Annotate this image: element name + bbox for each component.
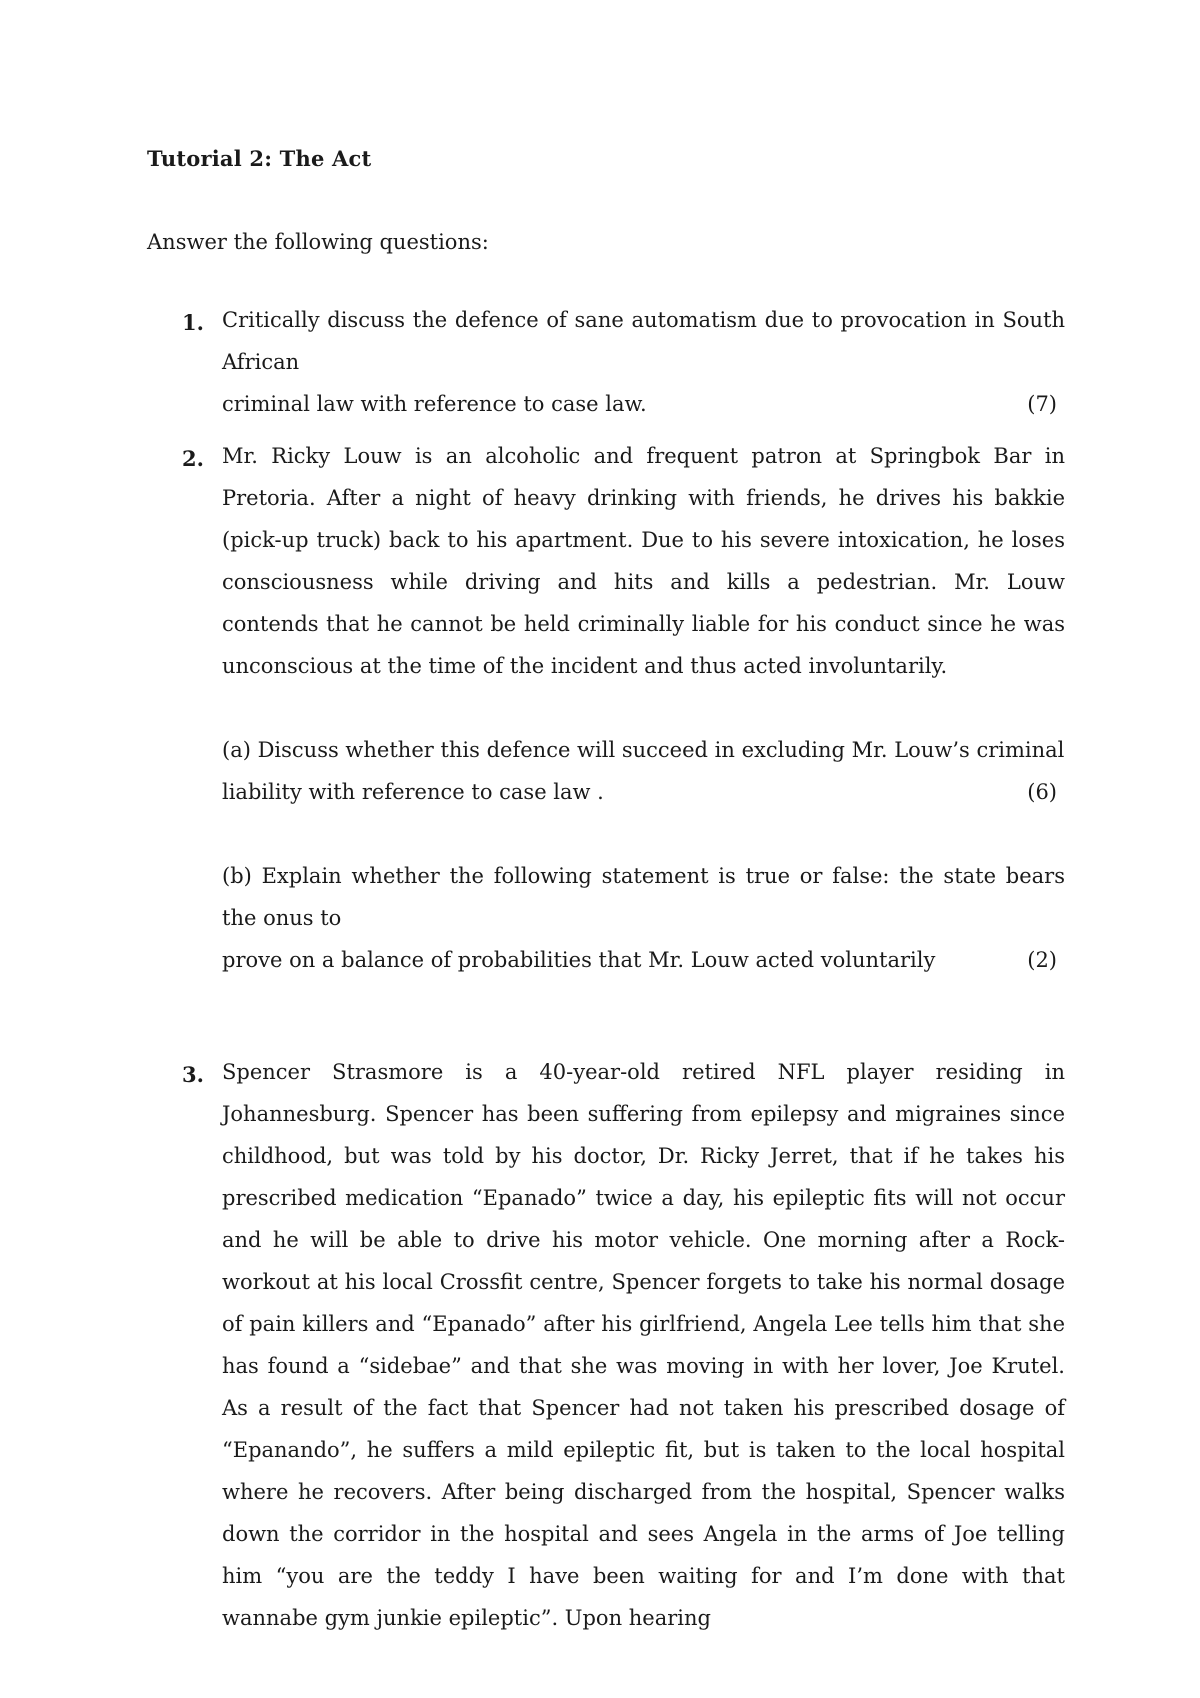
question-part-a-line: (a) Discuss whether this defence will succeed in excluding Mr. Louw’s criminal <box>222 738 1065 762</box>
question-body <box>222 435 1065 981</box>
question-body <box>222 299 1065 425</box>
question-number: 3. <box>182 1062 204 1087</box>
question-part-b-line: (b) Explain whether the following statement is true or false: the state bears the onus to <box>222 864 1065 930</box>
question-part-b-line: prove on a balance of probabilities that Mr. Louw acted voluntarily (2) <box>222 939 1057 981</box>
question-scenario: Spencer Strasmore is a 40-year-old retired NFL player residing in Johannesburg. Spencer has been suffering from epilepsy and migraines since childhood, but was told by his doctor, Dr. Ricky Jerret, that if he takes his prescribed medication “Epanado” twice a day, his epileptic fits will not occur and he will be able to drive his motor vehicle. One morning after a Rock-workout at his local Crossfit centre, Spencer forgets to take his normal dosage of pain killers and “Epanado” after his girlfriend, Angela Lee tells him that she has found a “sidebae” and that she was moving in with her lover, Joe Krutel. As a result of the fact that Spencer had not taken his prescribed dosage of “Epanando”, he suffers a mild epileptic fit, but is taken to the local hospital where he recovers. After being discharged from the hospital, Spencer walks down the corridor in the hospital and sees Angela in the arms of Joe telling him “you are the teddy I have been waiting for and I’m done with that wannabe gym junkie epileptic”. Upon hearing <box>222 1060 1065 1630</box>
question-scenario: Mr. Ricky Louw is an alcoholic and frequent patron at Springbok Bar in Pretoria. After a night of heavy drinking with friends, he drives his bakkie (pick-up truck) back to his apartment. Due to his severe intoxication, he loses consciousness while driving and hits and kills a pedestrian. Mr. Louw contends that he cannot be held criminally liable for his conduct since he was unconscious at the time of the incident and thus acted involuntarily. <box>222 444 1065 678</box>
question-text-line: Critically discuss the defence of sane automatism due to provocation in South African <box>222 308 1065 374</box>
marks-label: (2) <box>1027 948 1057 972</box>
marks-label: (7) <box>1027 392 1057 416</box>
page-title: Tutorial 2: The Act <box>147 146 372 171</box>
instructions: Answer the following questions: <box>147 230 489 254</box>
question-number: 1. <box>182 310 204 335</box>
question-body <box>222 1051 1065 1639</box>
question-part-a-line: liability with reference to case law . (6) <box>222 771 1057 813</box>
question-number: 2. <box>182 446 204 471</box>
question-text-line: criminal law with reference to case law. (7) <box>222 383 1057 425</box>
marks-label: (6) <box>1027 780 1057 804</box>
